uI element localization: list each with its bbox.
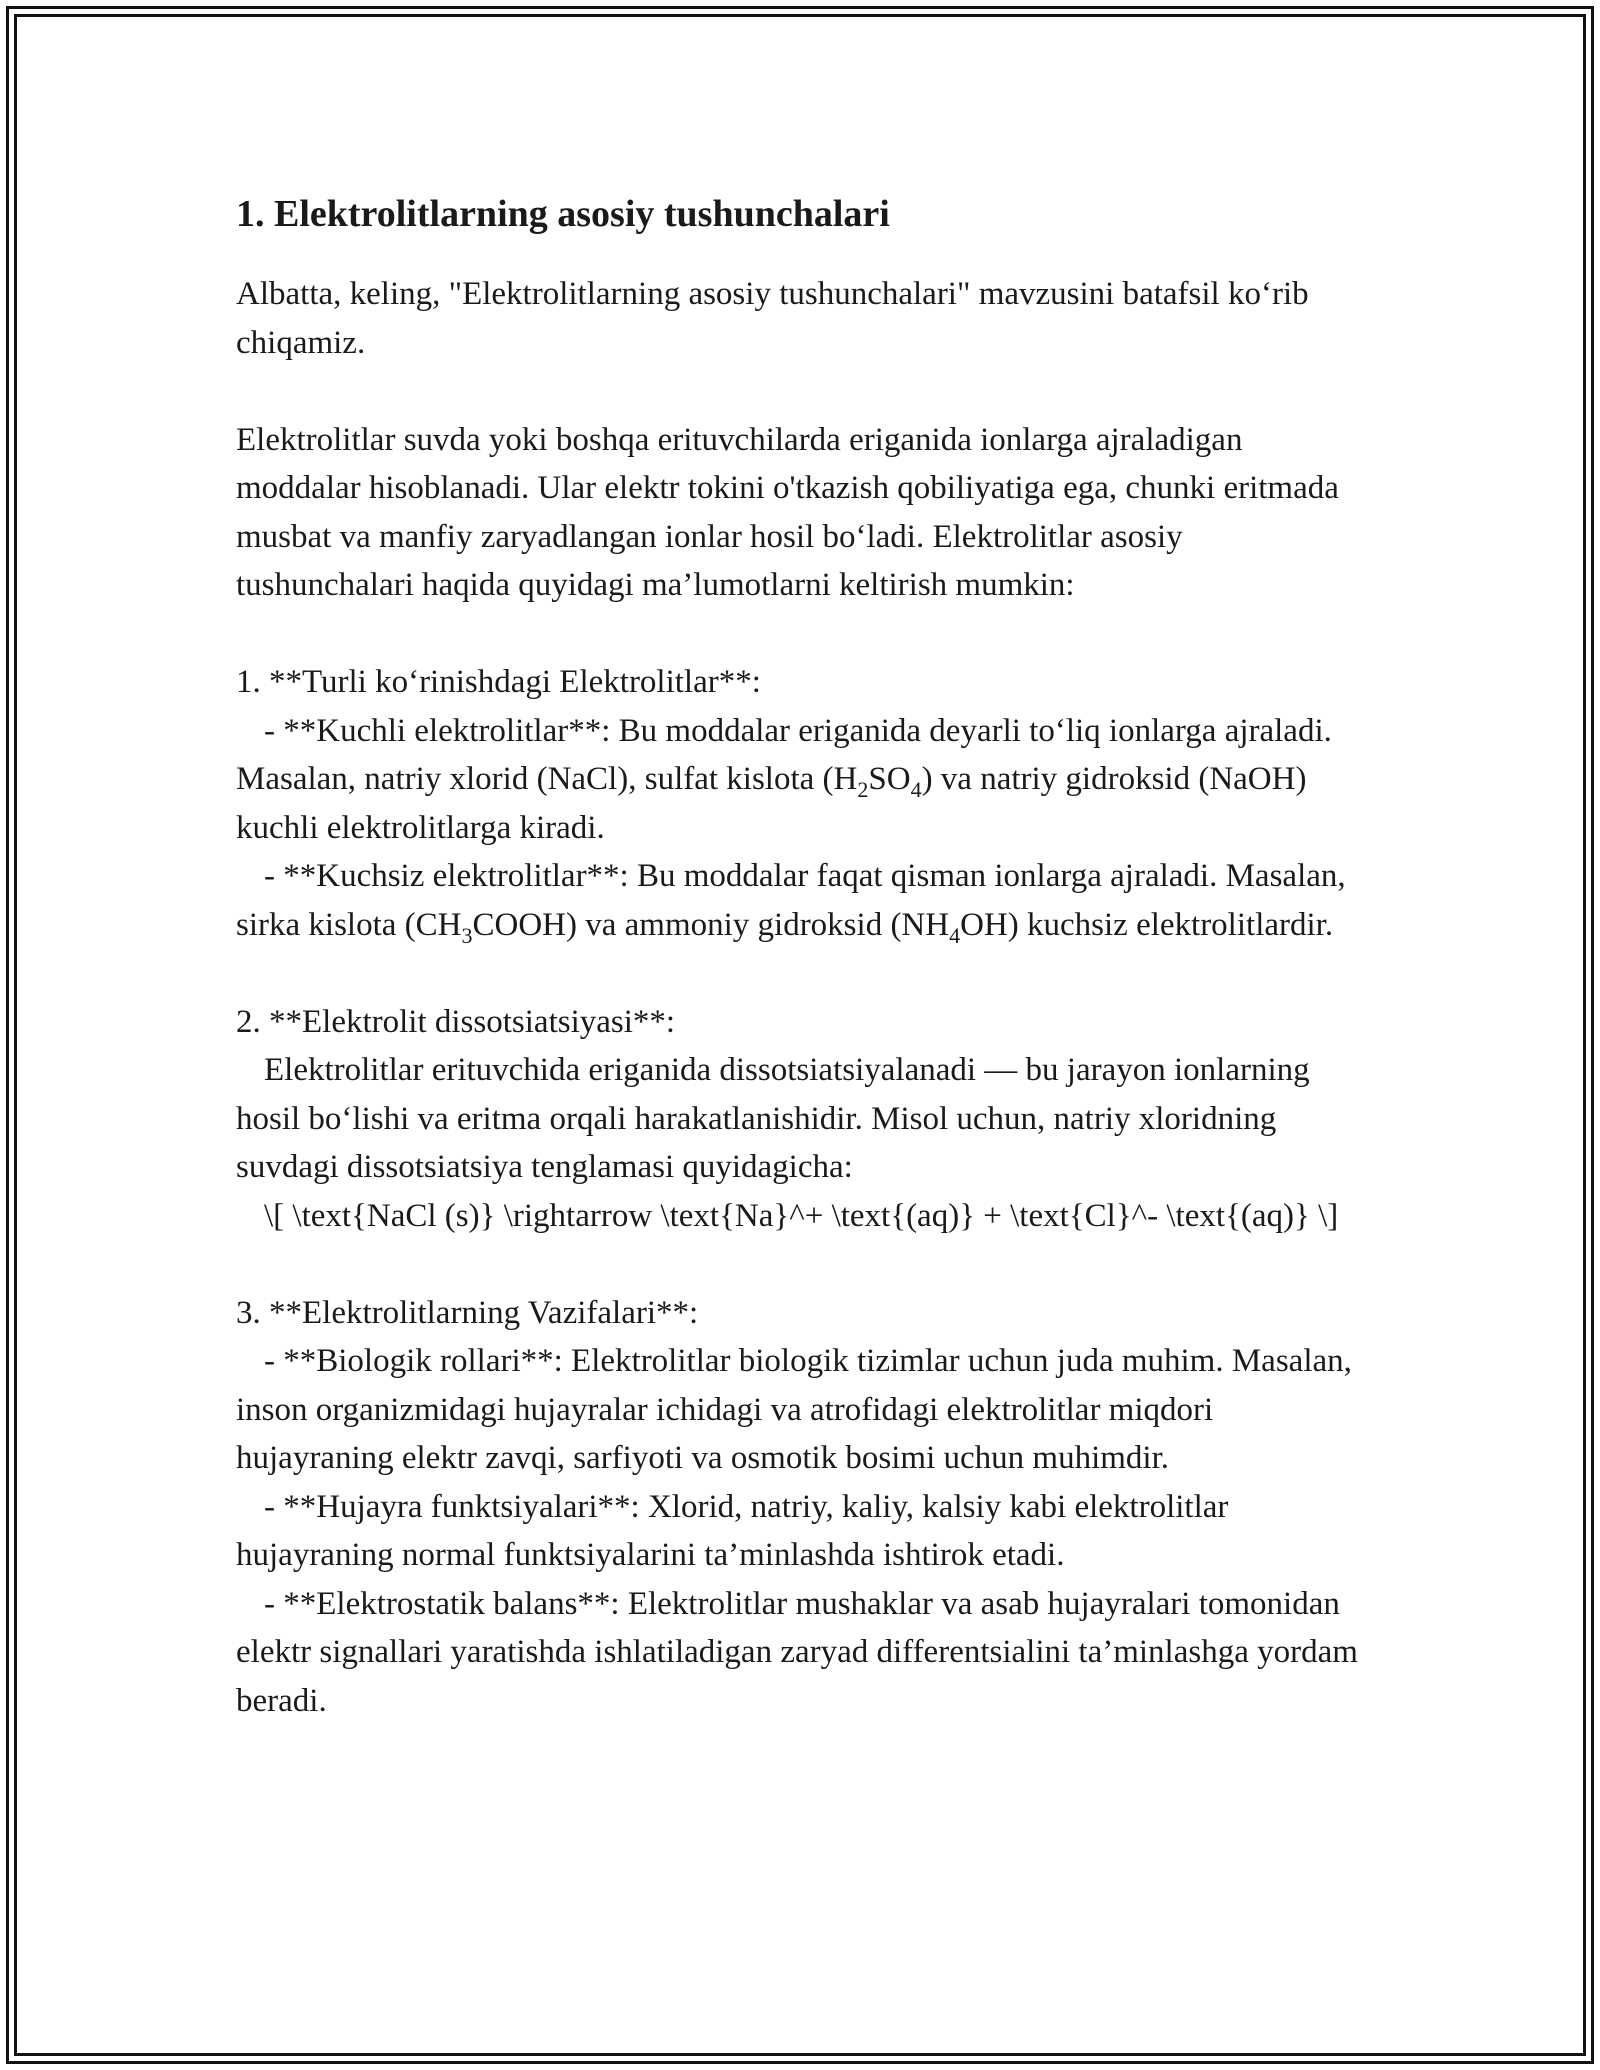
paragraph-gap xyxy=(236,367,1366,416)
strong-text-c: ) va natriy gidroksid (NaOH) kuchli elektrolitlarga kiradi. xyxy=(236,761,1307,846)
item2-text: - **Hujayra funktsiyalari**: Xlorid, natriy, kaliy, kalsiy kabi elektrolitlar hujayraning normal funktsiyalarini ta’minlashda ishtirok etadi. xyxy=(236,1488,1229,1573)
paragraph-gap xyxy=(236,1240,1366,1289)
subscript: 4 xyxy=(910,777,922,802)
strong-text-b: SO xyxy=(868,761,911,797)
item3-text: - **Elektrostatik balans**: Elektrolitlar mushaklar va asab hujayralari tomonidan elektr signallari yaratishda ishlatiladigan zaryad differentsialini ta’minlashga yordam beradi. xyxy=(236,1585,1358,1719)
document-heading: 1. Elektrolitlarning asosiy tushunchalari xyxy=(236,193,890,235)
weak-text-c: OH) kuchsiz elektrolitlardir. xyxy=(960,906,1334,943)
intro-paragraph: Albatta, keling, "Elektrolitlarning asosiy tushunchalari" mavzusini batafsil ko‘rib chiqamiz. xyxy=(236,276,1309,361)
section2-title: 2. **Elektrolit dissotsiatsiyasi**: xyxy=(236,1003,676,1040)
electrostatic-balance-item xyxy=(236,1580,1366,1726)
subscript: 2 xyxy=(857,777,869,802)
weak-text-b: COOH) va ammoniy gidroksid (NH xyxy=(472,906,950,943)
paragraph-gap xyxy=(236,610,1366,659)
weak-text-a: - **Kuchsiz elektrolitlar**: Bu moddalar faqat qisman ionlarga ajraladi. Masalan, sirka kislota (CH xyxy=(236,858,1346,943)
biological-roles-item xyxy=(236,1337,1366,1483)
document-body xyxy=(236,186,1366,1725)
subscript: 3 xyxy=(461,922,473,948)
definition-paragraph: Elektrolitlar suvda yoki boshqa erituvchilarda eriganida ionlarga ajraladigan moddalar hisoblanadi. Ular elektr tokini o'tkazish qobiliyatiga ega, chunki eritmada musbat va manfiy zaryadlangan ionlar hosil bo‘ladi. Elektrolitlar asosiy tushunchalari haqida quyidagi ma’lumotlarni keltirish mumkin: xyxy=(236,421,1339,603)
formula-text: \[ \text{NaCl (s)} \rightarrow \text{Na}^+ \text{(aq)} + \text{Cl}^- \text{(aq)} \] xyxy=(264,1197,1339,1234)
subscript: 4 xyxy=(949,922,961,948)
paragraph-gap xyxy=(236,949,1366,998)
dissociation-formula xyxy=(236,1192,1366,1241)
item1-text: - **Biologik rollari**: Elektrolitlar biologik tizimlar uchun juda muhim. Masalan, inson organizmidagi hujayralar ichidagi va atrofidagi elektrolitlar miqdori hujayraning elektr zavqi, sarfiyoti va osmotik bosimi uchun muhimdir. xyxy=(236,1343,1352,1476)
weak-electrolytes-item xyxy=(236,852,1366,949)
cell-functions-item xyxy=(236,1483,1366,1580)
strong-text-a: - **Kuchli elektrolitlar**: Bu moddalar eriganida deyarli to‘liq ionlarga ajraladi. Masalan, natriy xlorid (NaCl), sulfat kislota (H xyxy=(236,712,1332,797)
section3-title: 3. **Elektrolitlarning Vazifalari**: xyxy=(236,1294,699,1331)
strong-electrolytes-item xyxy=(236,707,1366,853)
section2-body xyxy=(236,1046,1366,1192)
section1-title: 1. **Turli ko‘rinishdagi Elektrolitlar**: xyxy=(236,664,761,700)
section2-body-text: Elektrolitlar erituvchida eriganida dissotsiatsiyalanadi — bu jarayon ionlarning hosil bo‘lishi va eritma orqali harakatlanishidir. Misol uchun, natriy xloridning suvdagi dissotsiatsiya tenglamasi quyidagicha: xyxy=(236,1052,1310,1185)
